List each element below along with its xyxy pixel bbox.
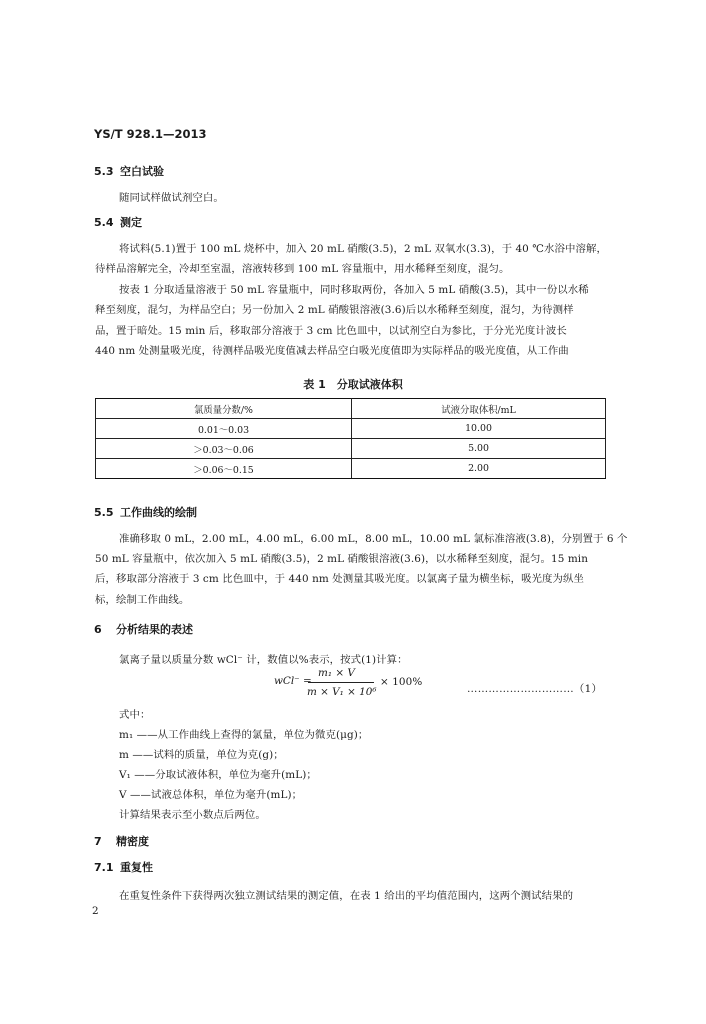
table-sample-volume xyxy=(95,398,606,479)
section-7-1-heading xyxy=(94,859,153,875)
table-header-row xyxy=(96,399,606,419)
table-cell: ＞0.03～0.06 xyxy=(96,439,352,459)
table-cell: 2.00 xyxy=(352,459,606,479)
paragraph-line: 准确移取 0 mL，2.00 mL，4.00 mL，6.00 mL，8.00 mL，10.00 mL 氯标准溶液(3.8)，分别置于 6 个 xyxy=(119,533,628,545)
section-number: 5.4 xyxy=(94,216,114,229)
table-header-cell: 氯质量分数/% xyxy=(96,399,352,419)
fraction-bar xyxy=(308,682,374,683)
section-5-3-text: 随同试样做试剂空白。 xyxy=(119,192,224,204)
paragraph-line: 50 mL 容量瓶中，依次加入 5 mL 硝酸(3.5)，2 mL 硝酸银溶液(3.6)，以水稀释至刻度，混匀。15 min xyxy=(95,553,589,565)
rounding-note: 计算结果表示至小数点后两位。 xyxy=(119,809,266,821)
table-cell: ＞0.06～0.15 xyxy=(96,459,352,479)
table-cell: 10.00 xyxy=(352,419,606,439)
formula-numerator: m₁ × V xyxy=(318,667,355,679)
paragraph-line: 在重复性条件下获得两次独立测试结果的测定值，在表 1 给出的平均值范围内，这两个测试结果的 xyxy=(119,890,574,902)
page-number: 2 xyxy=(92,905,99,917)
section-5-4-heading xyxy=(94,214,142,230)
equation-number: …………………………（1） xyxy=(467,683,603,695)
section-title: 工作曲线的绘制 xyxy=(120,506,197,519)
paragraph-line: 待样品溶解完全，冷却至室温，溶液转移到 100 mL 容量瓶中，用水稀释至刻度，混匀。 xyxy=(95,263,510,275)
table-cell: 5.00 xyxy=(352,439,606,459)
section-title: 分析结果的表述 xyxy=(116,623,193,636)
definition-item: V ——试液总体积，单位为毫升(mL)； xyxy=(119,789,303,801)
paragraph-line: 释至刻度，混匀，为样品空白；另一份加入 2 mL 硝酸银溶液(3.6)后以水稀释至刻度，混匀，为待测样 xyxy=(95,304,574,316)
section-title: 空白试验 xyxy=(120,165,164,178)
formula-intro: 氯离子量以质量分数 wCl⁻ 计，数值以%表示，按式(1)计算： xyxy=(119,654,408,666)
paragraph-line: 后，移取部分溶液于 3 cm 比色皿中，于 440 nm 处测量其吸光度。以氯离子量为横坐标，吸光度为纵坐 xyxy=(95,573,585,585)
section-title: 重复性 xyxy=(120,861,153,874)
where-label: 式中： xyxy=(119,709,151,721)
definition-item: m₁ ——从工作曲线上查得的氯量，单位为微克(μg)； xyxy=(119,729,369,741)
formula-denominator: m × V₁ × 10⁶ xyxy=(307,686,377,698)
section-number: 5.3 xyxy=(94,165,114,178)
table-row xyxy=(96,439,606,459)
paragraph-line: 品，置于暗处。15 min 后，移取部分溶液于 3 cm 比色皿中，以试剂空白为参比，于分光光度计波长 xyxy=(95,325,567,337)
definition-item: m ——试料的质量，单位为克(g)； xyxy=(119,749,284,761)
table-row xyxy=(96,419,606,439)
formula-tail: × 100% xyxy=(380,676,423,688)
section-7-heading xyxy=(94,833,149,849)
section-6-heading xyxy=(94,621,193,637)
section-5-5-heading xyxy=(94,504,197,520)
table-cell: 0.01～0.03 xyxy=(96,419,352,439)
section-number: 7 xyxy=(94,835,102,848)
standard-number: YS/T 928.1—2013 xyxy=(94,127,207,141)
definition-item: V₁ ——分取试液体积，单位为毫升(mL)； xyxy=(119,769,317,781)
table-row xyxy=(96,459,606,479)
section-5-3-heading xyxy=(94,163,164,179)
paragraph-line: 标，绘制工作曲线。 xyxy=(95,594,190,606)
paragraph-line: 将试料(5.1)置于 100 mL 烧杯中，加入 20 mL 硝酸(3.5)，2 mL 双氧水(3.3)，于 40 ℃水浴中溶解， xyxy=(119,243,607,255)
formula-lhs: wCl⁻ = xyxy=(274,675,312,687)
section-number: 6 xyxy=(94,623,102,636)
section-number: 5.5 xyxy=(94,506,114,519)
table-caption: 表 1 分取试液体积 xyxy=(303,378,403,391)
paragraph-line: 按表 1 分取适量溶液于 50 mL 容量瓶中，同时移取两份，各加入 5 mL 硝酸(3.5)，其中一份以水稀 xyxy=(119,284,589,296)
paragraph-line: 440 nm 处测量吸光度，待测样品吸光度值减去样品空白吸光度值即为实际样品的吸光度值，从工作曲 xyxy=(95,345,569,357)
section-number: 7.1 xyxy=(94,861,114,874)
section-title: 测定 xyxy=(120,216,142,229)
section-title: 精密度 xyxy=(116,835,149,848)
table-header-cell: 试液分取体积/mL xyxy=(352,399,606,419)
